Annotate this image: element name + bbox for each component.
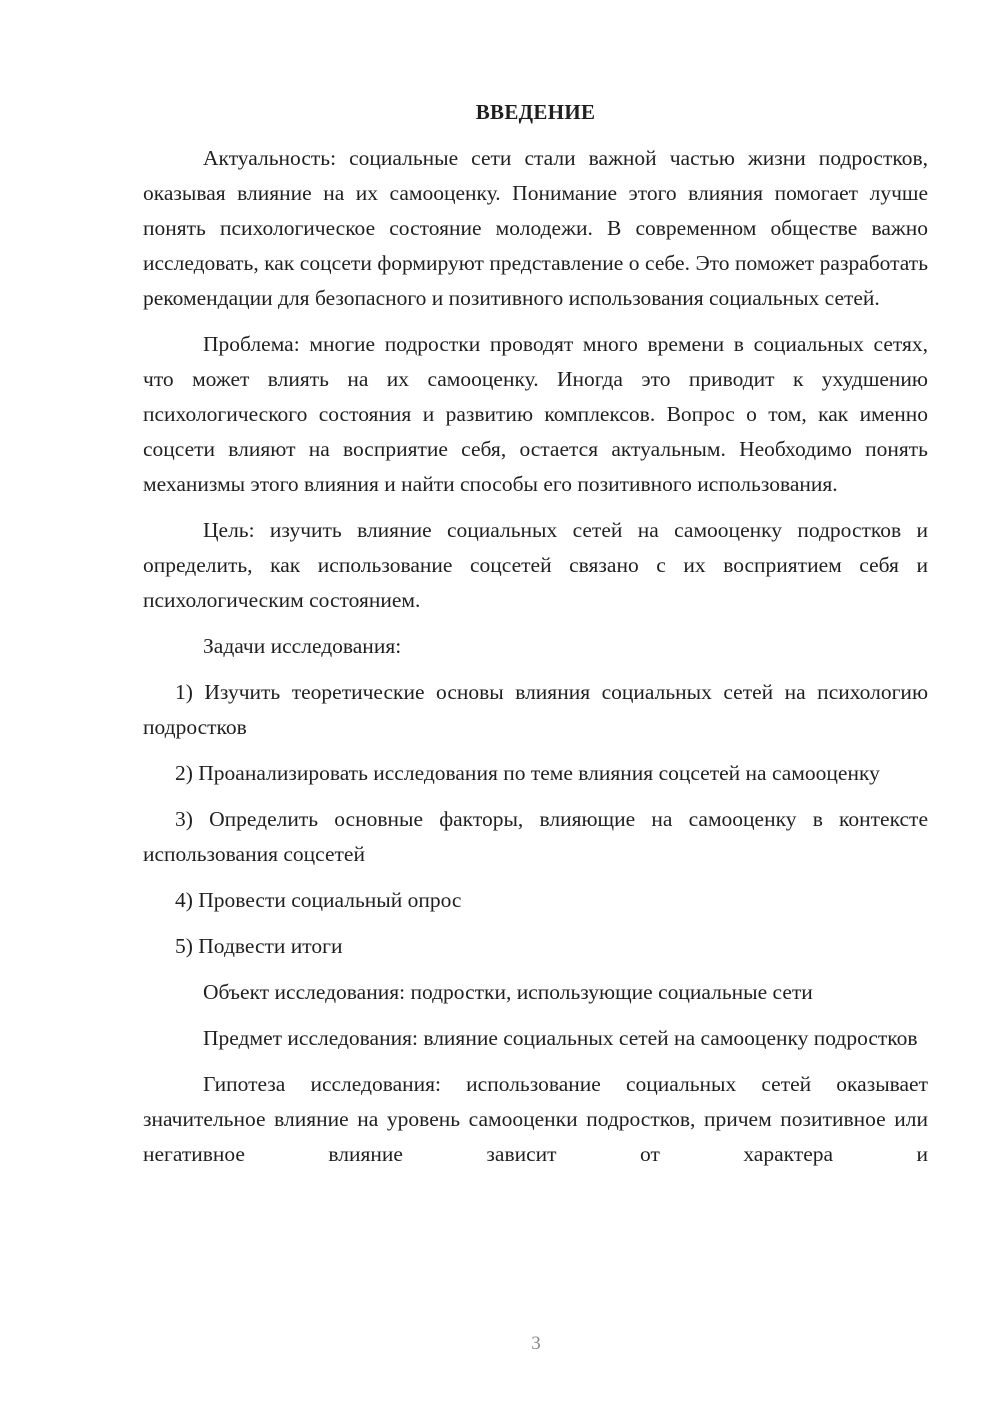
- task-item-2: 2) Проанализировать исследования по теме влияния соцсетей на самооценку: [175, 761, 880, 785]
- paragraph-problem: Проблема: многие подростки проводят много времени в социальных сетях, что может влиять на их самооценку. Иногда это приводит к ухудшению психологического состояния и развитию комплексов. Вопрос о том, как именно соцсети влияют на восприятие себя, остается актуальным. Необходимо понять механизмы этого влияния и найти способы его позитивного использования.: [143, 332, 928, 496]
- page-number: 3: [531, 1333, 541, 1354]
- paragraph-subject: Предмет исследования: влияние социальных сетей на самооценку подростков: [203, 1026, 918, 1050]
- task-item-5: 5) Подвести итоги: [175, 934, 343, 958]
- paragraph-relevance: Актуальность: социальные сети стали важной частью жизни подростков, оказывая влияние на их самооценку. Понимание этого влияния помогает лучше понять психологическое состояние молодежи. В современном обществе важно исследовать, как соцсети формируют представление о себе. Это поможет разработать рекомендации для безопасного и позитивного использования социальных сетей.: [143, 146, 928, 310]
- task-item-3: 3) Определить основные факторы, влияющие на самооценку в контексте использования соцсетей: [143, 807, 928, 866]
- tasks-heading: Задачи исследования:: [203, 634, 402, 658]
- task-item-4: 4) Провести социальный опрос: [175, 888, 462, 912]
- document-page: [143, 95, 928, 1172]
- paragraph-object: Объект исследования: подростки, использующие социальные сети: [203, 980, 813, 1004]
- paragraph-hypothesis: Гипотеза исследования: использование социальных сетей оказывает значительное влияние на уровень самооценки подростков, причем позитивное или негативное влияние зависит от характера и: [143, 1072, 928, 1166]
- section-title: ВВЕДЕНИЕ: [475, 100, 596, 124]
- task-item-1: 1) Изучить теоретические основы влияния социальных сетей на психологию подростков: [143, 680, 928, 739]
- paragraph-goal: Цель: изучить влияние социальных сетей на самооценку подростков и определить, как использование соцсетей связано с их восприятием себя и психологическим состоянием.: [143, 518, 928, 612]
